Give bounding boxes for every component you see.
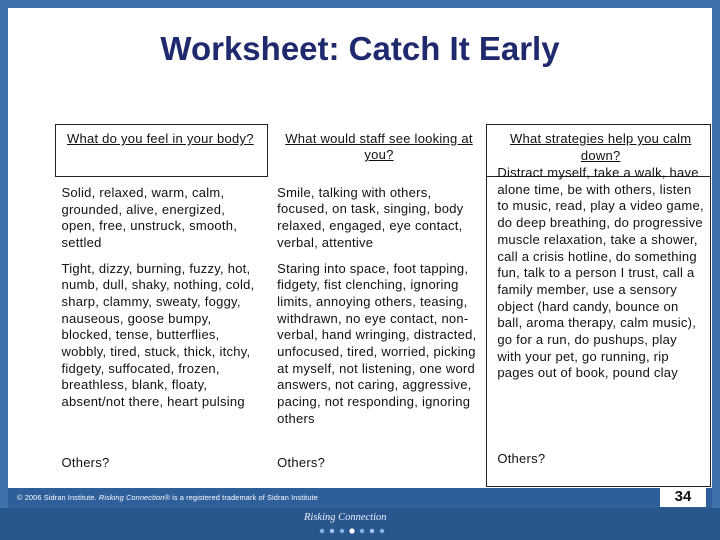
table-cell: Others? [487,451,711,487]
table-cell: Smile, talking with others, focused, on task, singing, body relaxed, engaged, eye contact, verbal, attentive [277,184,464,250]
table-cell: Others? [61,454,110,470]
page-number: 34 [660,487,706,507]
slide-frame-left [0,0,8,540]
table-cell: Solid, relaxed, warm, calm, grounded, alive, energized, open, free, unstruck, smooth, settled [61,185,238,251]
logo-dots-icon [318,528,398,534]
copyright-note: © 2006 Sidran Institute. Risking Connection® is a registered trademark of Sidran Institute [17,493,318,502]
column-header-strategies: What strategies help you calm down? [487,125,711,177]
table-cell: Staring into space, foot tapping, fidgety, fist clenching, ignoring limits, annoying others, teasing, withdrawn, no eye contact, non-verbal, hand wringing, distracted, unfocused, tired, worried, picking at myself, not listening, one word answers, not caring, aggressive, pacing, not responding, ignoring others [277,260,477,426]
table-cell: Tight, dizzy, burning, fuzzy, hot, numb, dull, shaky, nothing, cold, sharp, clammy, sweaty, foggy, nauseous, goose bumpy, blocked, tense, butterflies, wobbly, tired, stuck, thick, itchy, fidgety, suffocated, frozen, breathless, blank, floaty, absent/not there, heart pulsing [61,260,255,410]
slide-frame-top [0,0,720,8]
logo-text: Risking Connection [304,512,387,523]
table-cell: Others? [277,454,326,470]
strategies-cell [487,165,711,451]
column-header-feel: What do you feel in your body? [56,125,268,177]
risking-connection-logo [296,512,408,536]
slide-frame-right [712,0,720,540]
worksheet-table [55,124,711,487]
strategies-text: Distract myself, take a walk, have alone time, be with others, listen to music, read, play a video game, do deep breathing, do progressive muscle relaxation, take a shower, call a crisis hotline, do something fun, talk to a person I trust, call a family member, use a sensory object (hard candy, bounce on ball, aroma therapy, calm music), go for a run, do pushups, play with your pet, go running, rip pages out of book, pound clay [497,165,704,381]
column-header-staff: What would staff see looking at you? [285,130,473,163]
slide [8,8,712,488]
page-title: Worksheet: Catch It Early [160,30,560,67]
